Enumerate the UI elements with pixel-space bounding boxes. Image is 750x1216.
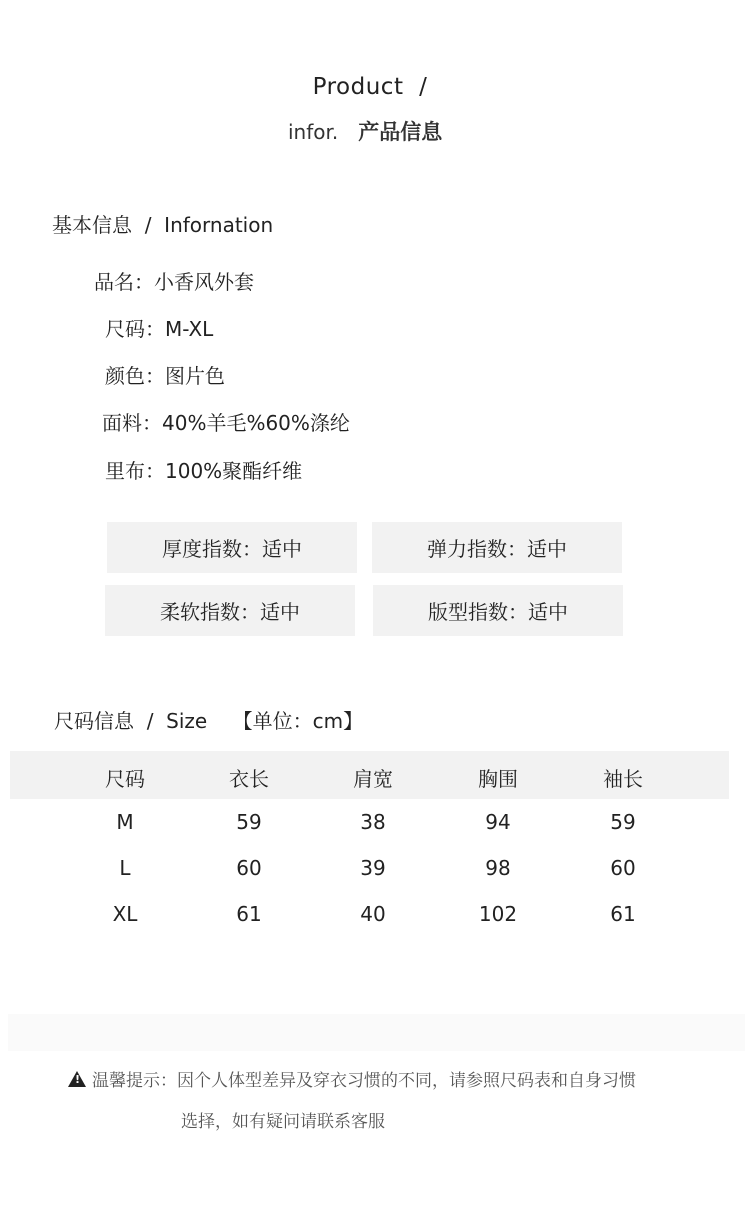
- info-label: 颜色：: [105, 364, 165, 388]
- size-table-cell: XL: [112, 902, 138, 926]
- index-value: 适中: [528, 600, 568, 624]
- size-table-header-cell: 衣长: [229, 767, 269, 791]
- size-table-cell: L: [119, 856, 131, 880]
- info-value: 40%羊毛%60%涤纶: [162, 411, 350, 435]
- info-value: M-XL: [165, 317, 214, 341]
- info-value: 100%聚酯纤维: [165, 459, 303, 483]
- tip-text-1: 因个人体型差异及穿衣习惯的不同，请参照尺码表和自身习惯: [177, 1071, 636, 1091]
- index-fit: [373, 585, 623, 636]
- header-subtitle-cn-text: 产品信息: [358, 120, 443, 144]
- footer-band: [8, 1014, 745, 1051]
- size-table-header-cell: 肩宽: [353, 767, 393, 791]
- info-row-color: [105, 360, 225, 389]
- info-value: 小香风外套: [154, 270, 254, 294]
- size-table-cell: 40: [360, 902, 386, 926]
- index-label: 厚度指数：: [162, 537, 262, 561]
- header-subtitle-en: infor.: [288, 120, 339, 144]
- info-label: 里布：: [105, 459, 165, 483]
- index-elasticity: [372, 522, 622, 573]
- index-value: 适中: [262, 537, 302, 561]
- info-row-lining: [105, 455, 302, 484]
- index-thickness: [107, 522, 357, 573]
- size-table-cell: 60: [236, 856, 262, 880]
- warning-icon: [68, 1071, 86, 1087]
- size-table-cell: 61: [610, 902, 636, 926]
- index-label: 版型指数：: [428, 600, 528, 624]
- size-table-cell: M: [116, 810, 134, 834]
- size-table-cell: 61: [236, 902, 262, 926]
- size-table-cell: 59: [236, 810, 262, 834]
- index-label: 柔软指数：: [160, 600, 260, 624]
- index-value: 适中: [260, 600, 300, 624]
- basic-info-title: 基本信息 / Infornation: [52, 213, 274, 237]
- size-table-cell: 38: [360, 810, 386, 834]
- size-table-cell: 39: [360, 856, 386, 880]
- size-table-cell: 98: [485, 856, 511, 880]
- info-row-size: [105, 313, 213, 342]
- index-value: 适中: [527, 537, 567, 561]
- size-table-cell: 94: [485, 810, 511, 834]
- info-value: 图片色: [165, 364, 225, 388]
- size-table-header-cell: 袖长: [603, 767, 643, 791]
- info-label: 面料：: [102, 411, 162, 435]
- header-subtitle: [288, 116, 442, 146]
- size-table-cell: 60: [610, 856, 636, 880]
- size-info-title: 尺码信息 / Size 【单位：cm】: [54, 709, 364, 733]
- info-row-name: [94, 266, 254, 295]
- tip-line-1: [68, 1066, 636, 1091]
- info-row-fabric: [102, 407, 350, 436]
- size-table-cell: 59: [610, 810, 636, 834]
- size-table-header-cell: 胸围: [478, 767, 518, 791]
- index-softness: [105, 585, 355, 636]
- index-label: 弹力指数：: [427, 537, 527, 561]
- tip-label: 温馨提示：: [92, 1071, 177, 1091]
- header-title-en: Product /: [312, 74, 428, 100]
- info-label: 品名：: [94, 270, 154, 294]
- size-table-header-cell: 尺码: [105, 767, 145, 791]
- tip-line-2: 选择，如有疑问请联系客服: [181, 1112, 385, 1132]
- header-subtitle-cn: [358, 116, 442, 146]
- size-table-cell: 102: [478, 902, 518, 926]
- info-label: 尺码：: [105, 317, 165, 341]
